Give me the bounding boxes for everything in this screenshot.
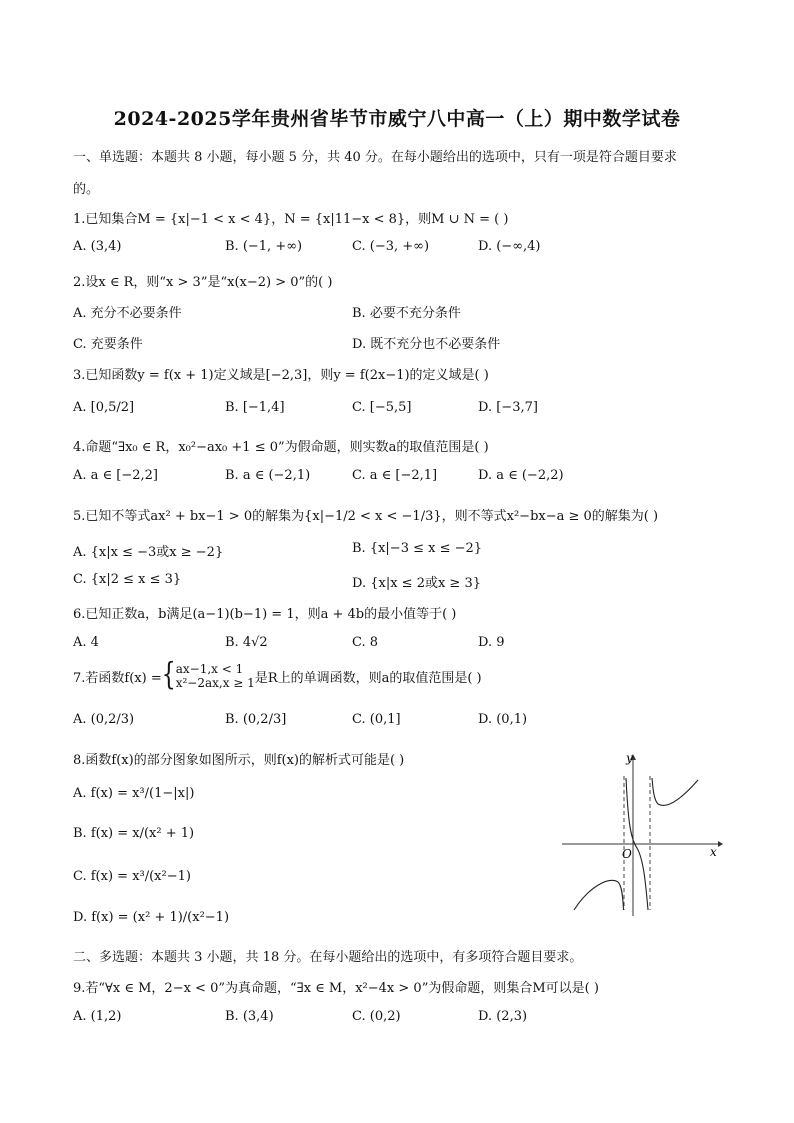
q4-options [73,468,733,488]
q5-option-a: A. {x|x ≤ −3或x ≥ −2} [73,545,224,560]
q3-option-c: C. [−5,5] [352,400,412,415]
q5-options-row2 [73,572,733,592]
q9-option-c: C. (0,2) [352,1009,401,1024]
q5-option-b: B. {x|−3 ≤ x ≤ −2} [352,541,483,556]
curve-left-branch [574,880,624,910]
q9-option-b: B. (3,4) [225,1009,274,1024]
y-axis-label: y [626,751,633,765]
q6-stem: 6.已知正数a，b满足(a−1)(b−1) = 1，则a + 4b的最小值等于( ) [73,607,457,622]
q3-option-b: B. [−1,4] [225,400,285,415]
section2-heading: 二、多选题：本题共 3 小题，共 18 分。在每小题给出的选项中，有多项符合题目要求。 [73,950,583,965]
function-graph [560,748,726,918]
q6-option-c: C. 8 [352,635,379,650]
q2-option-a: A. 充分不必要条件 [73,306,182,321]
q2-option-b: B. 必要不充分条件 [352,306,461,321]
q7-case2: x²−2ax,x ≥ 1 [175,676,255,690]
q1-stem: 1.已知集合M = {x|−1 < x < 4}，N = {x|11−x < 8}，则M ∪ N = ( ) [73,212,509,227]
q4-option-d: D. a ∈ (−2,2) [478,468,564,483]
q6-option-a: A. 4 [73,635,99,650]
q1-option-a: A. (3,4) [73,239,122,254]
q3-stem: 3.已知函数y = f(x + 1)定义域是[−2,3]，则y = f(2x−1)的定义域是( ) [73,368,489,383]
q4-option-c: C. a ∈ [−2,1] [352,468,438,483]
q7-option-b: B. (0,2/3] [225,712,287,727]
origin-label: O [622,847,632,861]
q2-options-row2 [73,333,733,353]
q1-options [73,239,733,259]
q7-stem-suffix: 是R上的单调函数，则a的取值范围是( ) [254,670,482,686]
q9-stem: 9.若“∀x ∈ M，2−x < 0”为真命题，“∃x ∈ M，x²−4x > 0”为假命题，则集合M可以是( ) [73,981,599,996]
q5-option-d: D. {x|x ≤ 2或x ≥ 3} [352,576,481,591]
section1-heading-cont: 的。 [73,182,100,197]
q7-cases [176,662,255,690]
q1-option-c: C. (−3, +∞) [352,239,430,254]
q9-option-d: D. (2,3) [478,1009,528,1024]
q7-stem [73,657,482,694]
q2-stem: 2.设x ∈ R，则“x > 3”是“x(x−2) > 0”的( ) [73,275,333,290]
q5-options-row1 [73,541,733,561]
x-axis-label: x [710,845,717,859]
q4-option-b: B. a ∈ (−2,1) [225,468,311,483]
q7-stem-prefix: 7.若函数f(x) = [73,670,162,686]
q7-option-d: D. (0,1) [478,712,528,727]
q8-option-d: D. f(x) = (x² + 1)/(x²−1) [73,910,230,925]
q1-option-d: D. (−∞,4) [478,239,541,254]
q7-case1: ax−1,x < 1 [175,662,244,676]
section1-heading: 一、单选题：本题共 8 小题，每小题 5 分，共 40 分。在每小题给出的选项中，只有一项是符合题目要求 [73,150,677,165]
q2-options-row1 [73,302,733,322]
q8-option-b: B. f(x) = x/(x² + 1) [73,826,195,841]
q7-options [73,712,733,732]
q9-options [73,1009,733,1029]
q3-option-a: A. [0,5/2] [73,400,135,415]
q5-stem: 5.已知不等式ax² + bx−1 > 0的解集为{x|−1/2 < x < −1/3}，则不等式x²−bx−a ≥ 0的解集为( ) [73,509,659,524]
q5-option-c: C. {x|2 ≤ x ≤ 3} [73,572,182,587]
q2-option-c: C. 充要条件 [73,337,143,352]
piecewise-brace: { [161,657,176,693]
q9-option-a: A. (1,2) [73,1009,122,1024]
q4-option-a: A. a ∈ [−2,2] [73,468,159,483]
q7-option-a: A. (0,2/3) [73,712,135,727]
q8-stem: 8.函数f(x)的部分图象如图所示，则f(x)的解析式可能是( ) [73,753,405,768]
q8-option-a: A. f(x) = x³/(1−|x|) [73,786,195,801]
q3-options [73,400,733,420]
q6-options [73,635,733,655]
curve-right-branch [652,778,698,805]
q6-option-d: D. 9 [478,635,505,650]
q1-option-b: B. (−1, +∞) [225,239,303,254]
q8-option-c: C. f(x) = x³/(x²−1) [73,869,191,884]
exam-title: 2024-2025学年贵州省毕节市威宁八中高一（上）期中数学试卷 [113,108,681,130]
q7-option-c: C. (0,1] [352,712,401,727]
q6-option-b: B. 4√2 [225,635,268,650]
q2-option-d: D. 既不充分也不必要条件 [352,337,501,352]
x-axis-arrow [718,841,723,847]
q4-stem: 4.命题“∃x₀ ∈ R，x₀²−ax₀ +1 ≤ 0”为假命题，则实数a的取值范围是( ) [73,440,489,455]
q3-option-d: D. [−3,7] [478,400,538,415]
